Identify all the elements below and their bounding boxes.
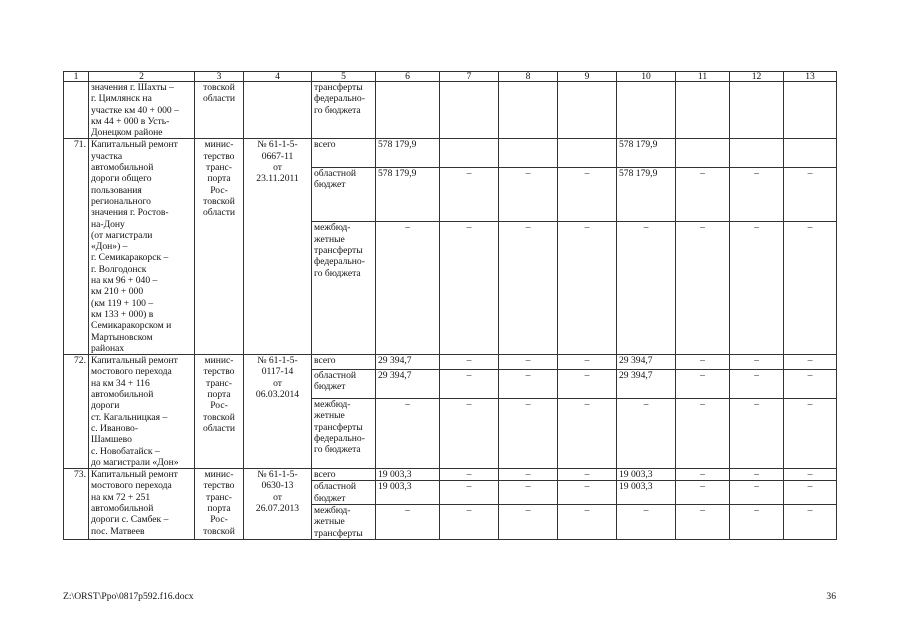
footer-file-path: Z:\ORST\Ppo\0817p592.f16.docx — [63, 591, 194, 602]
budget-table — [63, 71, 837, 540]
value-cell — [440, 82, 499, 139]
value-cell: – — [676, 167, 730, 221]
value-cell: – — [730, 398, 784, 468]
organization-cell-line: области — [202, 207, 236, 219]
row-number-cell — [64, 82, 89, 139]
column-number-header: 6 — [376, 72, 440, 82]
funding-type-cell — [312, 398, 376, 468]
object-name-cell-line: (от магистрали — [91, 229, 153, 241]
funding-type-cell — [312, 82, 376, 139]
document-cell — [244, 355, 312, 469]
organization-cell-line: порта — [207, 173, 231, 185]
column-number-header: 13 — [784, 72, 837, 82]
object-name-cell-line: на км 34 + 116 — [91, 377, 150, 389]
document-cell — [244, 469, 312, 540]
object-name-cell-line: на км 72 + 251 — [91, 491, 151, 503]
value-cell: – — [440, 398, 499, 468]
value-cell: – — [784, 167, 837, 221]
value-cell: – — [499, 355, 558, 370]
object-name-cell-line: значения г. Ростов- — [91, 207, 169, 219]
organization-cell-line: порта — [207, 502, 231, 514]
value-cell: 578 179,9 — [376, 167, 440, 221]
funding-type-cell-line: жетные — [314, 516, 345, 528]
organization-cell — [195, 469, 244, 540]
organization-cell-line: товской — [203, 525, 235, 537]
object-name-cell-line: на км 96 + 040 – — [91, 275, 158, 287]
organization-cell-line: Рос- — [210, 400, 228, 412]
organization-cell-line: терство — [203, 480, 235, 492]
funding-type-cell-line: бюджет — [314, 492, 346, 504]
organization-cell-line: терство — [203, 150, 235, 162]
value-cell: – — [499, 398, 558, 468]
object-name-cell — [89, 355, 195, 469]
document-cell — [244, 139, 312, 355]
document-cell-line: № 61-1-5- — [257, 139, 298, 151]
object-name-cell-line: км 210 + 000 — [91, 286, 144, 298]
value-cell: – — [784, 469, 837, 481]
value-cell: – — [440, 370, 499, 399]
table-row — [64, 355, 837, 370]
value-cell — [784, 82, 837, 139]
funding-type-cell-line: областной — [314, 481, 357, 493]
value-cell: – — [558, 469, 617, 481]
organization-cell — [195, 139, 244, 355]
object-name-cell-line: г. Цимлянск на — [91, 93, 152, 105]
value-cell: – — [440, 167, 499, 221]
value-cell — [617, 82, 676, 139]
row-number-cell: 71. — [64, 139, 89, 355]
document-cell-line: 0667-11 — [261, 150, 294, 162]
value-cell: 29 394,7 — [376, 355, 440, 370]
value-cell: 19 003,3 — [617, 469, 676, 481]
value-cell: – — [617, 398, 676, 468]
value-cell: – — [499, 481, 558, 505]
value-cell: 578 179,9 — [376, 139, 440, 167]
value-cell: – — [784, 222, 837, 355]
object-name-cell-line: регионального — [91, 195, 151, 207]
value-cell: – — [558, 398, 617, 468]
funding-type-cell-line: всего — [314, 355, 336, 367]
object-name-cell-line: пос. Матвеев — [91, 525, 145, 537]
funding-type-cell — [312, 139, 376, 167]
value-cell: – — [676, 222, 730, 355]
footer-page-number: 36 — [826, 591, 836, 602]
organization-cell-line: транс- — [206, 491, 232, 503]
funding-type-cell — [312, 469, 376, 481]
object-name-cell-line: дороги общего — [91, 173, 152, 185]
row-number-cell: 73. — [64, 469, 89, 540]
value-cell: – — [676, 504, 730, 539]
object-name-cell-line: с. Новобатайск – — [91, 445, 160, 457]
funding-type-cell-line: бюджет — [314, 179, 346, 191]
funding-type-cell-line: бюджет — [314, 381, 346, 393]
value-cell: 29 394,7 — [617, 355, 676, 370]
value-cell: – — [730, 222, 784, 355]
value-cell: – — [440, 469, 499, 481]
column-number-header: 3 — [195, 72, 244, 82]
funding-type-cell-line: трансферты — [314, 421, 363, 433]
document-cell-line: № 61-1-5- — [257, 355, 298, 367]
object-name-cell-line: на-Дону — [91, 218, 125, 230]
document-cell-line: 23.11.2011 — [256, 173, 299, 185]
object-name-cell-line: Капитальный ремонт — [91, 469, 178, 481]
funding-type-cell-line: межбюд- — [314, 222, 351, 234]
object-name-cell-line: Шамшево — [91, 434, 132, 446]
column-number-header: 8 — [499, 72, 558, 82]
object-name-cell — [89, 139, 195, 355]
column-number-header: 5 — [312, 72, 376, 82]
funding-type-cell-line: го бюджета — [314, 444, 361, 456]
column-number-header: 1 — [64, 72, 89, 82]
organization-cell-line: области — [202, 93, 236, 105]
value-cell: – — [784, 481, 837, 505]
organization-cell-line: товской — [203, 411, 235, 423]
value-cell: – — [676, 469, 730, 481]
object-name-cell-line: значения г. Шахты – — [91, 82, 174, 93]
funding-type-cell — [312, 355, 376, 370]
value-cell: – — [376, 504, 440, 539]
value-cell — [676, 82, 730, 139]
value-cell: – — [499, 222, 558, 355]
object-name-cell-line: районах — [91, 342, 125, 354]
value-cell: 19 003,3 — [376, 469, 440, 481]
value-cell: – — [784, 398, 837, 468]
value-cell: – — [499, 167, 558, 221]
value-cell: – — [499, 504, 558, 539]
value-cell: – — [730, 481, 784, 505]
value-cell — [440, 139, 499, 167]
object-name-cell-line: до магистрали «Дон» — [91, 456, 179, 468]
value-cell: – — [617, 222, 676, 355]
organization-cell-line: терство — [203, 366, 235, 378]
organization-cell-line: минис- — [204, 355, 234, 367]
organization-cell-line: Рос- — [210, 184, 228, 196]
value-cell — [784, 139, 837, 167]
value-cell: 578 179,9 — [617, 139, 676, 167]
value-cell — [730, 82, 784, 139]
funding-type-cell-line: всего — [314, 139, 336, 151]
object-name-cell-line: Мартыновском — [91, 331, 153, 343]
value-cell: – — [784, 355, 837, 370]
document-cell-line: 0117-14 — [261, 366, 294, 378]
document-cell-line: № 61-1-5- — [257, 469, 298, 481]
value-cell — [558, 82, 617, 139]
object-name-cell-line: г. Семикаракорск – — [91, 252, 169, 264]
column-number-header: 7 — [440, 72, 499, 82]
value-cell: – — [440, 504, 499, 539]
organization-cell — [195, 355, 244, 469]
value-cell: – — [558, 370, 617, 399]
object-name-cell-line: км 44 + 000 в Усть- — [91, 115, 170, 127]
funding-type-cell-line: федерально- — [314, 432, 365, 444]
document-cell-line: от — [273, 491, 282, 503]
funding-type-cell — [312, 167, 376, 221]
value-cell: – — [440, 222, 499, 355]
column-number-header: 12 — [730, 72, 784, 82]
value-cell: – — [376, 222, 440, 355]
value-cell: – — [676, 370, 730, 399]
funding-type-cell-line: трансферты — [314, 82, 363, 93]
value-cell: 19 003,3 — [376, 481, 440, 505]
value-cell — [676, 139, 730, 167]
object-name-cell-line: дороги с. Самбек – — [91, 514, 169, 526]
value-cell: 29 394,7 — [376, 370, 440, 399]
document-cell-line: 0630-13 — [261, 480, 294, 492]
object-name-cell-line: км 133 + 000) в — [91, 308, 154, 320]
funding-type-cell-line: межбюд- — [314, 504, 351, 516]
object-name-cell-line: Капитальный ремонт — [91, 355, 178, 367]
document-cell-line: от — [273, 377, 282, 389]
value-cell: – — [730, 469, 784, 481]
value-cell: – — [558, 504, 617, 539]
object-name-cell-line: ст. Кагальницкая – — [91, 411, 168, 423]
object-name-cell-line: автомобильной — [91, 162, 154, 174]
value-cell — [499, 139, 558, 167]
object-name-cell-line: пользования — [91, 184, 142, 196]
object-name-cell-line: (км 119 + 100 – — [91, 297, 154, 309]
value-cell: – — [617, 504, 676, 539]
funding-type-cell-line: федерально- — [314, 256, 365, 268]
value-cell: – — [558, 222, 617, 355]
object-name-cell-line: автомобильной — [91, 502, 154, 514]
organization-cell-line: минис- — [204, 469, 234, 481]
value-cell: – — [499, 370, 558, 399]
funding-type-cell-line: межбюд- — [314, 398, 351, 410]
funding-type-cell — [312, 481, 376, 505]
funding-type-cell-line: жетные — [314, 410, 345, 422]
value-cell: – — [558, 481, 617, 505]
value-cell: – — [730, 355, 784, 370]
value-cell — [499, 82, 558, 139]
value-cell: – — [440, 481, 499, 505]
value-cell: – — [730, 167, 784, 221]
value-cell: – — [730, 370, 784, 399]
organization-cell-line: порта — [207, 389, 231, 401]
funding-type-cell-line: областной — [314, 167, 357, 179]
row-number-cell: 72. — [64, 355, 89, 469]
object-name-cell-line: автомобильной — [91, 389, 154, 401]
value-cell: – — [730, 504, 784, 539]
value-cell — [730, 139, 784, 167]
funding-type-cell-line: федерально- — [314, 93, 365, 105]
organization-cell-line: области — [202, 422, 236, 434]
value-cell: – — [784, 370, 837, 399]
object-name-cell-line: мостового перехода — [91, 480, 172, 492]
organization-cell-line: товской — [203, 82, 235, 93]
object-name-cell-line: г. Волгодонск — [91, 263, 147, 275]
object-name-cell — [89, 82, 195, 139]
value-cell: – — [676, 481, 730, 505]
value-cell: – — [440, 355, 499, 370]
value-cell: – — [499, 469, 558, 481]
funding-type-cell-line: областной — [314, 370, 357, 382]
object-name-cell-line: участке км 40 + 000 – — [91, 104, 179, 116]
funding-type-cell — [312, 370, 376, 399]
funding-type-cell-line: го бюджета — [314, 267, 361, 279]
table-row — [64, 469, 837, 481]
document-cell-line: 26.07.2013 — [255, 502, 300, 514]
funding-type-cell — [312, 504, 376, 539]
funding-type-cell-line: трансферты — [314, 244, 363, 256]
value-cell: – — [558, 355, 617, 370]
organization-cell-line: Рос- — [210, 514, 228, 526]
object-name-cell-line: Донецком районе — [91, 127, 163, 139]
organization-cell-line: транс- — [206, 377, 232, 389]
organization-cell-line: товской — [203, 195, 235, 207]
value-cell: – — [376, 398, 440, 468]
value-cell: – — [676, 355, 730, 370]
column-number-header: 11 — [676, 72, 730, 82]
column-number-header: 9 — [558, 72, 617, 82]
value-cell: 19 003,3 — [617, 481, 676, 505]
value-cell — [376, 82, 440, 139]
object-name-cell — [89, 469, 195, 540]
funding-type-cell-line: трансферты — [314, 527, 363, 539]
organization-cell-line: минис- — [204, 139, 234, 151]
value-cell: 578 179,9 — [617, 167, 676, 221]
column-number-header: 4 — [244, 72, 312, 82]
object-name-cell-line: «Дон») – — [91, 241, 128, 253]
object-name-cell-line: мостового перехода — [91, 366, 172, 378]
object-name-cell-line: Семикаракорском и — [91, 320, 172, 332]
header-row — [64, 72, 837, 82]
table-row — [64, 139, 837, 167]
value-cell: – — [676, 398, 730, 468]
object-name-cell-line: Капитальный ремонт — [91, 139, 178, 151]
funding-type-cell-line: го бюджета — [314, 104, 361, 116]
object-name-cell-line: дороги — [91, 400, 120, 412]
funding-type-cell-line: жетные — [314, 233, 345, 245]
value-cell — [558, 139, 617, 167]
column-number-header: 2 — [89, 72, 195, 82]
document-cell-line: от — [273, 162, 282, 174]
funding-type-cell — [312, 222, 376, 355]
value-cell: – — [558, 167, 617, 221]
organization-cell-line: транс- — [206, 162, 232, 174]
column-number-header: 10 — [617, 72, 676, 82]
object-name-cell-line: с. Иваново- — [91, 422, 139, 434]
document-cell — [244, 82, 312, 139]
organization-cell — [195, 82, 244, 139]
value-cell: 29 394,7 — [617, 370, 676, 399]
object-name-cell-line: участка — [91, 150, 123, 162]
table-row — [64, 82, 837, 139]
funding-type-cell-line: всего — [314, 469, 336, 481]
document-cell-line: 06.03.2014 — [255, 389, 300, 401]
value-cell: – — [784, 504, 837, 539]
